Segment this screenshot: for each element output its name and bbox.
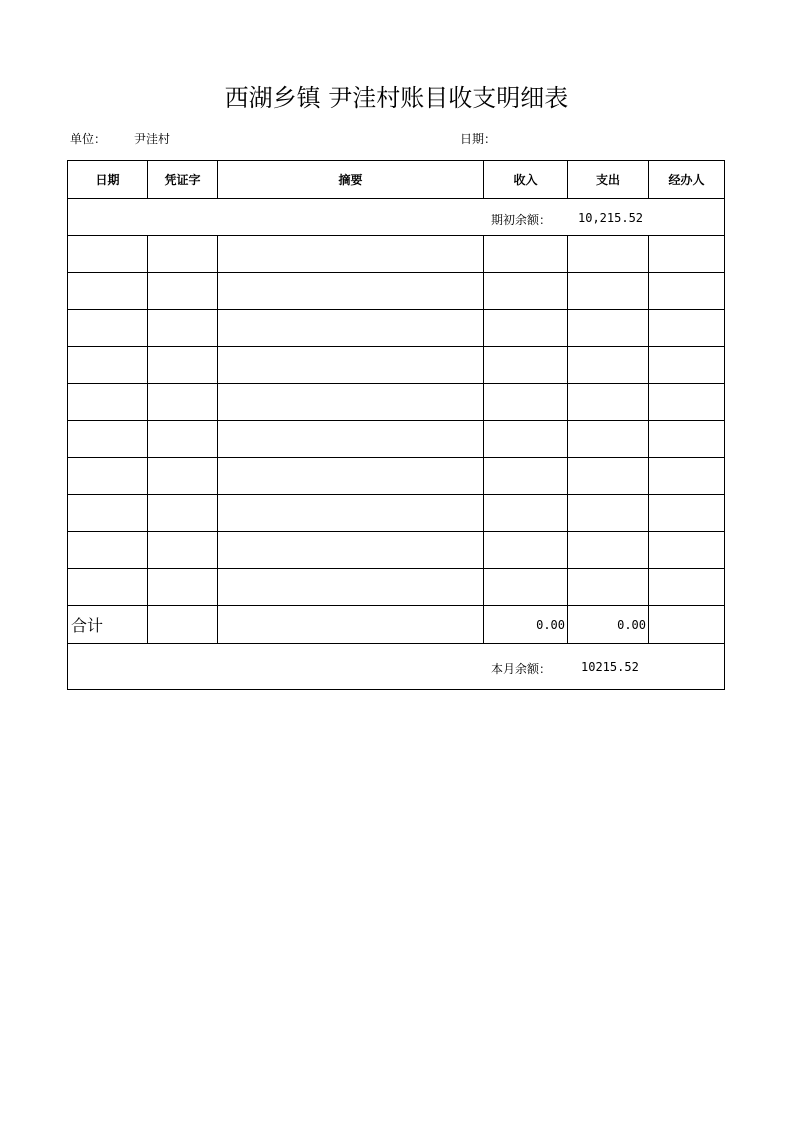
date-cell (68, 310, 148, 347)
date-cell (68, 532, 148, 569)
table-row (68, 310, 725, 347)
date-label: 日期： (460, 132, 497, 146)
expense-cell (568, 273, 649, 310)
income-cell (484, 384, 568, 421)
date-field (460, 130, 496, 147)
table-row (68, 458, 725, 495)
opening-balance-cell (68, 199, 725, 236)
handler-cell (649, 532, 725, 569)
handler-cell (649, 310, 725, 347)
total-handler-cell (649, 606, 725, 644)
expense-cell (568, 310, 649, 347)
income-cell (484, 421, 568, 458)
header-date: 日期 (68, 161, 148, 199)
table-row (68, 236, 725, 273)
voucher-cell (148, 310, 218, 347)
expense-cell (568, 347, 649, 384)
ledger-table (67, 160, 725, 690)
handler-cell (649, 421, 725, 458)
unit-field (70, 130, 170, 147)
closing-balance-cell (68, 644, 725, 690)
voucher-cell (148, 236, 218, 273)
income-cell (484, 532, 568, 569)
summary-cell (218, 569, 484, 606)
summary-cell (218, 347, 484, 384)
total-voucher-cell (148, 606, 218, 644)
expense-cell (568, 532, 649, 569)
header-row (68, 161, 725, 199)
table-row (68, 495, 725, 532)
voucher-cell (148, 495, 218, 532)
summary-cell (218, 273, 484, 310)
handler-cell (649, 347, 725, 384)
summary-cell (218, 421, 484, 458)
date-cell (68, 347, 148, 384)
total-expense: 0.00 (568, 606, 649, 644)
page-title: 西湖乡镇 尹洼村账目收支明细表 (224, 84, 569, 112)
voucher-cell (148, 384, 218, 421)
table-row (68, 384, 725, 421)
voucher-cell (148, 458, 218, 495)
income-cell (484, 310, 568, 347)
closing-balance-value: 10215.52 (581, 660, 639, 674)
summary-cell (218, 458, 484, 495)
closing-balance-row (68, 644, 725, 690)
opening-balance-value: 10,215.52 (578, 211, 644, 225)
expense-cell (568, 421, 649, 458)
voucher-cell (148, 347, 218, 384)
expense-cell (568, 569, 649, 606)
income-cell (484, 273, 568, 310)
income-cell (484, 236, 568, 273)
table-row (68, 569, 725, 606)
summary-cell (218, 236, 484, 273)
unit-label: 单位： (70, 132, 107, 146)
handler-cell (649, 273, 725, 310)
expense-cell (568, 495, 649, 532)
income-cell (484, 569, 568, 606)
total-summary-cell (218, 606, 484, 644)
handler-cell (649, 384, 725, 421)
table-row (68, 273, 725, 310)
date-cell (68, 458, 148, 495)
handler-cell (649, 495, 725, 532)
date-cell (68, 236, 148, 273)
income-cell (484, 347, 568, 384)
table-row (68, 532, 725, 569)
table-row (68, 421, 725, 458)
unit-value: 尹洼村 (134, 132, 171, 146)
summary-cell (218, 532, 484, 569)
table-row (68, 347, 725, 384)
header-summary: 摘要 (218, 161, 484, 199)
income-cell (484, 458, 568, 495)
date-cell (68, 273, 148, 310)
date-cell (68, 569, 148, 606)
voucher-cell (148, 421, 218, 458)
closing-balance-label: 本月余额： (491, 662, 552, 676)
expense-cell (568, 458, 649, 495)
total-row (68, 606, 725, 644)
income-cell (484, 495, 568, 532)
handler-cell (649, 458, 725, 495)
date-cell (68, 384, 148, 421)
expense-cell (568, 384, 649, 421)
summary-cell (218, 495, 484, 532)
opening-balance-label: 期初余额： (491, 213, 552, 227)
total-income: 0.00 (484, 606, 568, 644)
summary-cell (218, 384, 484, 421)
header-income: 收入 (484, 161, 568, 199)
date-cell (68, 421, 148, 458)
date-cell (68, 495, 148, 532)
total-label: 合计 (68, 606, 148, 644)
expense-cell (568, 236, 649, 273)
voucher-cell (148, 532, 218, 569)
handler-cell (649, 236, 725, 273)
handler-cell (649, 569, 725, 606)
summary-cell (218, 310, 484, 347)
voucher-cell (148, 569, 218, 606)
header-handler: 经办人 (649, 161, 725, 199)
header-expense: 支出 (568, 161, 649, 199)
voucher-cell (148, 273, 218, 310)
opening-balance-row (68, 199, 725, 236)
header-voucher: 凭证字 (148, 161, 218, 199)
